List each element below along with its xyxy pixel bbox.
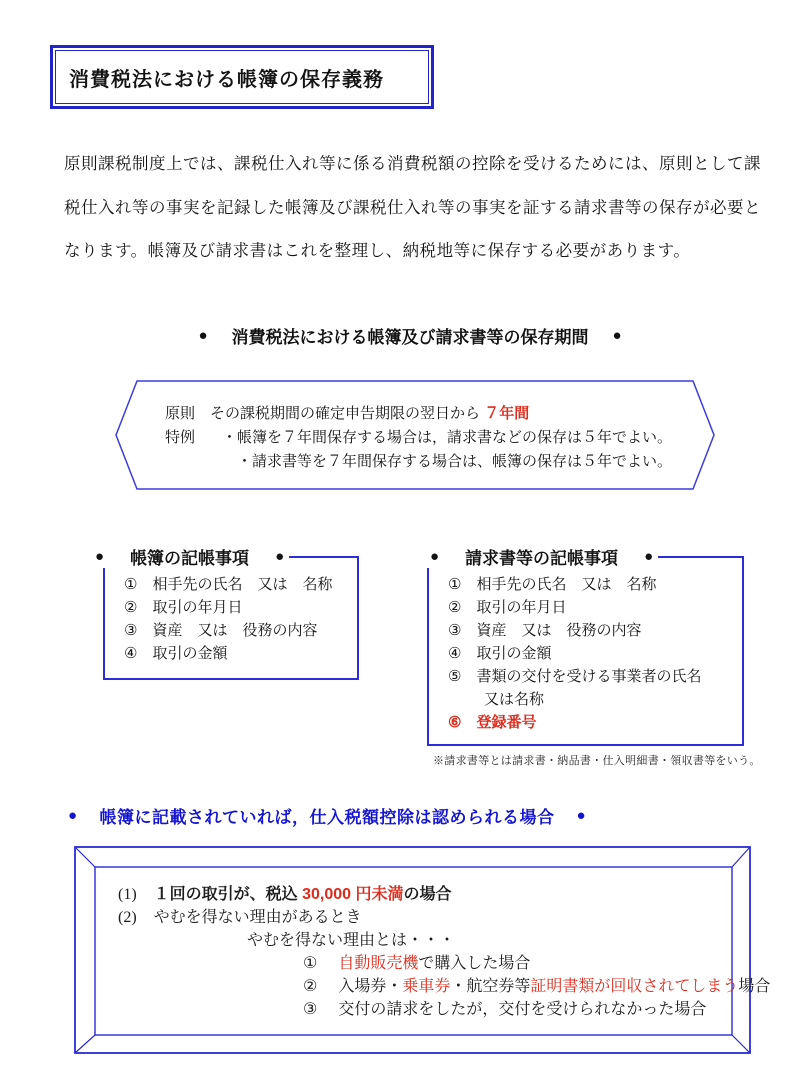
list-item xyxy=(448,573,742,596)
page-title-text: 消費税法における帳簿の保存義務 xyxy=(69,68,384,91)
reason-number: ① xyxy=(303,955,318,972)
reason-number: ② xyxy=(303,978,318,995)
invoice-items xyxy=(429,558,742,734)
bullet-icon: ● xyxy=(576,807,587,824)
intro-paragraph xyxy=(64,150,761,281)
item-number: ⑥ xyxy=(448,714,462,731)
reason-text-red: 自動販売機 xyxy=(338,955,419,972)
section-heading-storage-period xyxy=(100,323,720,348)
reason-text: 交付の請求をしたが，交付を受けられなかった場合 xyxy=(338,1001,707,1018)
list-item xyxy=(448,665,742,688)
intro-line: 原則課税制度上では、課税仕入れ等に係る消費税額の控除を受けるためには、原則として課 xyxy=(64,155,761,173)
item-text: 相手先の氏名 又は 名称 xyxy=(152,576,333,593)
item-text: 登録番号 xyxy=(476,714,537,731)
bullet-icon: ● xyxy=(67,807,78,824)
item-number: ④ xyxy=(124,645,138,662)
list-item-continued xyxy=(484,688,742,711)
reason-text: で購入した場合 xyxy=(418,955,531,972)
item-text: 取引の金額 xyxy=(476,645,552,662)
principle-label: 原則 xyxy=(165,405,196,422)
list-item xyxy=(124,619,357,642)
invoice-items-box xyxy=(427,556,744,746)
bullet-icon: ● xyxy=(430,547,440,565)
reason-text: ・航空券等 xyxy=(450,978,531,995)
list-item xyxy=(124,642,357,665)
section-heading-deduction-allowed xyxy=(62,803,592,828)
reason-intro: やむを得ない理由とは・・・ xyxy=(247,932,456,949)
bullet-icon: ● xyxy=(95,547,105,565)
item-text: 資産 又は 役務の内容 xyxy=(476,622,642,639)
item-text: 取引の金額 xyxy=(152,645,228,662)
ledger-items xyxy=(105,558,357,665)
item-number: ② xyxy=(448,599,462,616)
bullet-icon: ● xyxy=(644,547,654,565)
principle-line xyxy=(165,402,529,423)
list-item-registration-number xyxy=(448,711,742,734)
invoice-box-heading xyxy=(425,544,658,568)
item-text: 相手先の氏名 又は 名称 xyxy=(476,576,657,593)
item-number: ③ xyxy=(448,622,462,639)
list-item xyxy=(124,596,357,619)
exception-line-2 xyxy=(237,450,672,471)
reason-text-red: 乗車券 xyxy=(402,978,451,995)
section-heading-text: 消費税法における帳簿及び請求書等の保存期間 xyxy=(231,328,589,347)
page-title xyxy=(55,50,429,104)
ledger-box-heading xyxy=(90,544,289,568)
item-number: ⑤ xyxy=(448,668,462,685)
item-number: ④ xyxy=(448,645,462,662)
invoice-definition-note: ※請求書等とは請求書・納品書・仕入明細書・領収書等をいう。 xyxy=(433,755,761,767)
case-number: (1) xyxy=(118,886,137,903)
reason-text: 場合 xyxy=(738,978,771,995)
item-text: 又は名称 xyxy=(484,691,545,708)
principle-text: その課税期間の確定申告期限の翌日から xyxy=(210,405,485,422)
ledger-heading-text: 帳簿の記帳事項 xyxy=(130,548,250,568)
case-number: (2) xyxy=(118,909,137,926)
title-box xyxy=(50,45,434,109)
item-text: 資産 又は 役務の内容 xyxy=(152,622,318,639)
section-heading-text: 帳簿に記載されていれば，仕入税額控除は認められる場合 xyxy=(99,808,555,827)
item-number: ① xyxy=(448,576,462,593)
item-text: 取引の年月日 xyxy=(476,599,567,616)
list-item xyxy=(448,642,742,665)
case-text: やむを得ない理由があるとき xyxy=(153,909,362,926)
list-item xyxy=(124,573,357,596)
item-number: ③ xyxy=(124,622,138,639)
item-text: 書類の交付を受ける事業者の氏名 xyxy=(476,668,702,685)
reason-number: ③ xyxy=(303,1001,318,1018)
storage-period-callout xyxy=(110,377,720,493)
exception-text-1: ・帳簿を７年間保存する場合は，請求書などの保存は５年でよい。 xyxy=(222,429,673,446)
reason-text: 入場券・ xyxy=(338,978,403,995)
invoice-heading-text: 請求書等の記帳事項 xyxy=(465,548,619,568)
list-item xyxy=(448,596,742,619)
bullet-icon: ● xyxy=(612,327,622,344)
case-amount: 30,000 円未満 xyxy=(302,886,404,903)
intro-line: なります。帳簿及び請求書はこれを整理し、納税地等に保存する必要があります。 xyxy=(64,242,691,260)
allowed-cases-frame xyxy=(70,842,760,1062)
list-item xyxy=(448,619,742,642)
bullet-icon: ● xyxy=(275,547,285,565)
exception-text-2: ・請求書等を７年間保存する場合は、帳簿の保存は５年でよい。 xyxy=(237,453,673,470)
principle-period: ７年間 xyxy=(484,405,530,422)
reason-text-red: 証明書類が回収されてしまう xyxy=(530,978,739,995)
ledger-items-box xyxy=(103,556,359,680)
bullet-icon: ● xyxy=(198,327,208,344)
item-number: ② xyxy=(124,599,138,616)
exception-line-1 xyxy=(165,426,672,447)
item-text: 取引の年月日 xyxy=(152,599,243,616)
case-text: の場合 xyxy=(403,886,452,903)
case-text: １回の取引が、税込 xyxy=(153,886,303,903)
item-number: ① xyxy=(124,576,138,593)
intro-line: 税仕入れ等の事実を記録した帳簿及び課税仕入れ等の事実を証する請求書等の保存が必要と xyxy=(64,198,761,217)
exception-label: 特例 xyxy=(165,429,196,446)
